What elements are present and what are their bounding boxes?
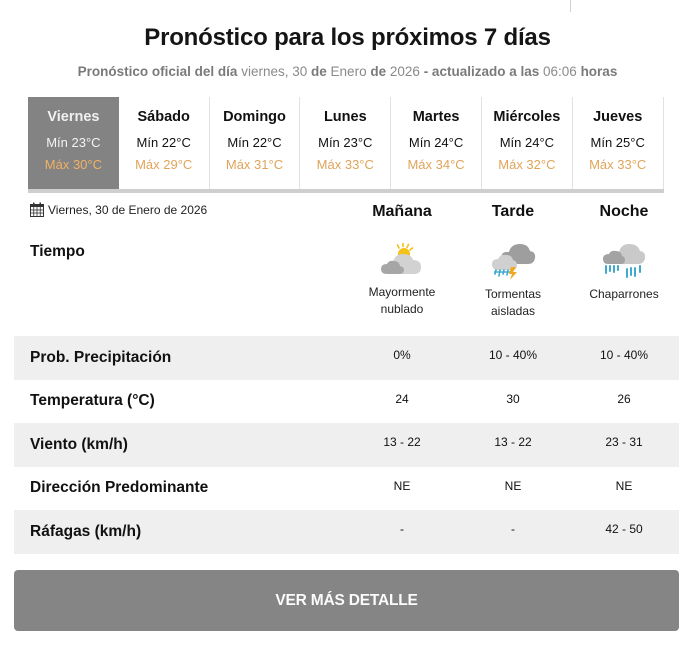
table-row-precipitacion bbox=[14, 336, 679, 380]
day-min-temp: Mín 22°C bbox=[227, 135, 282, 150]
day-name: Viernes bbox=[47, 109, 100, 125]
day-tab-sabado[interactable] bbox=[119, 97, 210, 189]
table-row-temperatura bbox=[14, 380, 679, 424]
row-value: 23 - 31 bbox=[605, 435, 643, 449]
row-value: NE bbox=[393, 478, 411, 493]
day-min-temp: Mín 24°C bbox=[499, 135, 555, 150]
day-tab-lunes[interactable] bbox=[300, 97, 391, 189]
row-value: - bbox=[400, 522, 404, 536]
row-value: 42 - 50 bbox=[605, 522, 643, 536]
weather-desc: Tormentas aisladas bbox=[484, 287, 542, 318]
forecast-subtitle: Pronóstico oficial del día viernes, 30 de Enero de 2026 - actualizado a las 06:06 horas bbox=[77, 64, 618, 79]
day-name: Lunes bbox=[323, 109, 367, 125]
ver-mas-detalle-button[interactable]: VER MÁS DETALLE bbox=[14, 570, 679, 631]
day-max-temp: Máx 29°C bbox=[135, 157, 193, 172]
row-label: Dirección Predominante bbox=[30, 479, 209, 497]
period-header-noche: Noche bbox=[599, 203, 649, 220]
row-value: 26 bbox=[617, 391, 631, 406]
row-value: NE bbox=[504, 478, 522, 493]
day-max-temp: Máx 34°C bbox=[407, 157, 465, 172]
weather-desc: Mayormente nublado bbox=[368, 285, 436, 316]
row-label: Viento (km/h) bbox=[30, 435, 128, 453]
table-row-direccion bbox=[14, 467, 679, 511]
row-label: Prob. Precipitación bbox=[30, 348, 172, 366]
top-divider bbox=[570, 0, 571, 12]
selected-date bbox=[30, 202, 207, 217]
forecast-table bbox=[14, 336, 679, 554]
day-min-temp: Mín 23°C bbox=[46, 135, 101, 150]
day-max-temp: Máx 33°C bbox=[589, 157, 647, 172]
row-value: 0% bbox=[393, 348, 411, 362]
day-tabs bbox=[28, 97, 664, 193]
row-value: 10 - 40% bbox=[488, 348, 538, 362]
row-value: - bbox=[511, 522, 515, 536]
weather-desc: Chaparrones bbox=[589, 287, 659, 301]
day-name: Sábado bbox=[137, 109, 190, 125]
row-value: NE bbox=[615, 478, 633, 493]
day-max-temp: Máx 33°C bbox=[316, 157, 374, 172]
showers-icon bbox=[601, 240, 647, 280]
day-max-temp: Máx 30°C bbox=[44, 157, 102, 172]
partly-cloudy-icon bbox=[379, 240, 425, 278]
thunderstorm-icon bbox=[490, 240, 536, 280]
row-label: Temperatura (°C) bbox=[30, 392, 155, 410]
day-min-temp: Mín 24°C bbox=[408, 135, 464, 150]
day-tab-martes[interactable] bbox=[391, 97, 482, 189]
day-tab-viernes[interactable] bbox=[28, 97, 119, 189]
table-row-viento bbox=[14, 423, 679, 467]
weather-manana bbox=[347, 240, 457, 318]
table-row-rafagas bbox=[14, 510, 679, 554]
day-name: Jueves bbox=[593, 109, 643, 125]
row-value: 10 - 40% bbox=[599, 348, 649, 362]
tiempo-label: Tiempo bbox=[30, 243, 85, 260]
day-min-temp: Mín 22°C bbox=[136, 135, 191, 150]
period-header-tarde: Tarde bbox=[491, 203, 535, 220]
calendar-icon bbox=[30, 202, 44, 217]
row-value: 30 bbox=[506, 391, 520, 406]
day-max-temp: Máx 32°C bbox=[498, 157, 556, 172]
row-value: 13 - 22 bbox=[383, 435, 421, 449]
row-value: 13 - 22 bbox=[494, 435, 532, 449]
row-value: 24 bbox=[395, 391, 409, 406]
day-max-temp: Máx 31°C bbox=[225, 157, 284, 172]
row-label: Ráfagas (km/h) bbox=[30, 522, 142, 540]
period-header-manana: Mañana bbox=[372, 203, 432, 220]
day-tab-jueves[interactable] bbox=[573, 97, 664, 189]
weather-tarde bbox=[458, 240, 568, 320]
day-name: Domingo bbox=[223, 109, 286, 125]
day-tab-domingo[interactable] bbox=[210, 97, 301, 189]
day-name: Martes bbox=[412, 109, 460, 125]
page-title: Pronóstico para los próximos 7 días bbox=[144, 24, 551, 51]
selected-date-text: Viernes, 30 de Enero de 2026 bbox=[48, 202, 208, 217]
day-tab-miercoles[interactable] bbox=[482, 97, 573, 189]
day-min-temp: Mín 23°C bbox=[318, 135, 373, 150]
day-name: Miércoles bbox=[493, 109, 561, 125]
weather-noche bbox=[569, 240, 679, 303]
day-min-temp: Mín 25°C bbox=[590, 135, 645, 150]
